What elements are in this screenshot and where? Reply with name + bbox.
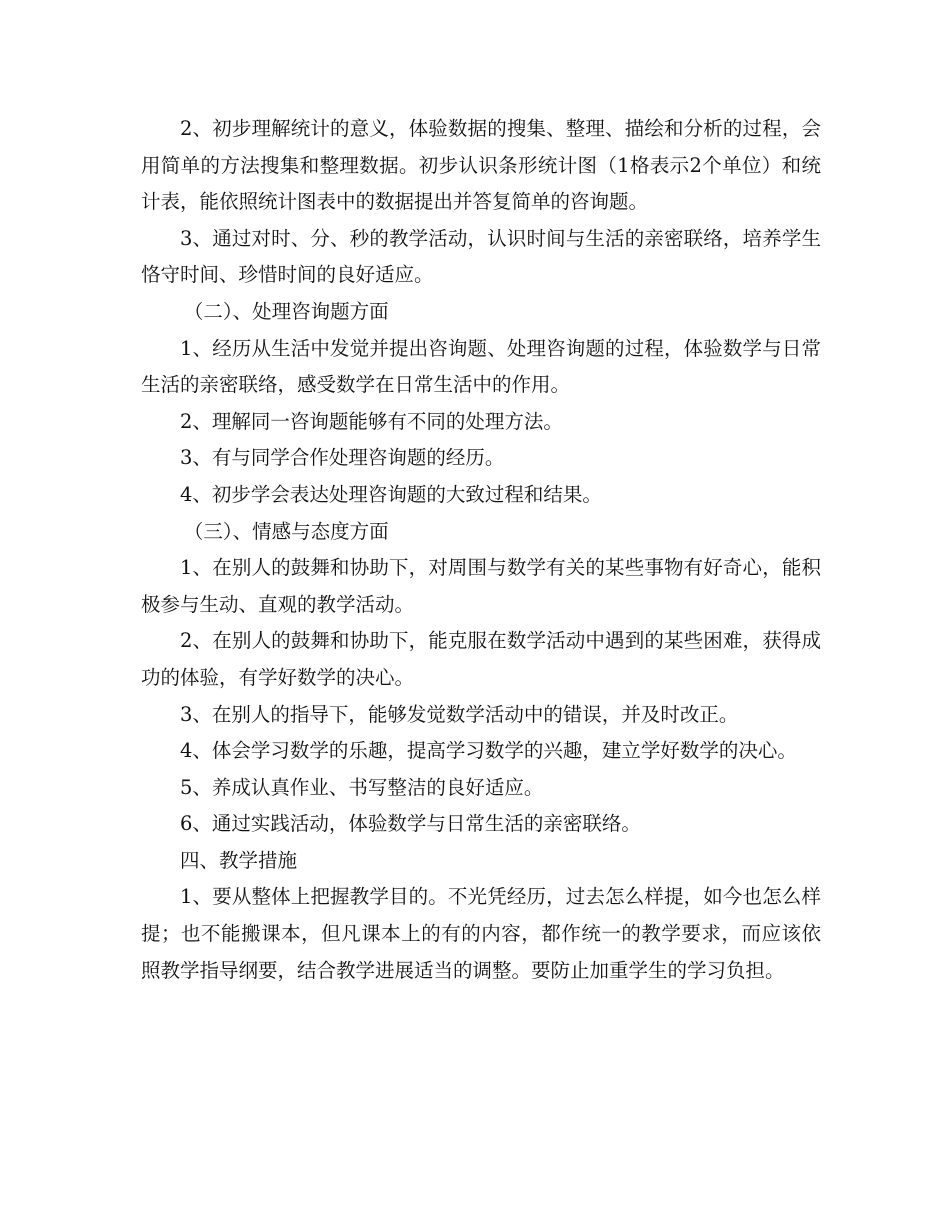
paragraph-teaching-measures-1: 1、要从整体上把握教学目的。不光凭经历，过去怎么样提，如今也怎么样提；也不能搬课本，但凡课本上的有的内容，都作统一的教学要求，而应该依照教学指导纲要，结合教学进展适当的调整。要防止加重学生的学习负担。	[141, 885, 821, 982]
paragraph-attitude-1: 1、在别人的鼓舞和协助下，对周围与数学有关的某些事物有好奇心，能积极参与生动、直观的教学活动。	[141, 556, 821, 616]
document-page	[141, 111, 821, 989]
paragraph-problem-solving-1: 1、经历从生活中发觉并提出咨询题、处理咨询题的过程，体验数学与日常生活的亲密联络，感受数学在日常生活中的作用。	[141, 336, 821, 397]
paragraph-statistics-goal: 2、初步理解统计的意义，体验数据的搜集、整理、描绘和分析的过程，会用简单的方法搜集和整理数据。初步认识条形统计图（1格表示2个单位）和统计表，能依照统计图表中的数据提出并答复简单的咨询题。	[141, 117, 821, 214]
paragraph-time-goal: 3、通过对时、分、秒的教学活动，认识时间与生活的亲密联络，培养学生恪守时间、珍惜时间的良好适应。	[141, 226, 821, 287]
paragraph-attitude-6: 6、通过实践活动，体验数学与日常生活的亲密联络。	[180, 812, 641, 836]
paragraph-attitude-5: 5、养成认真作业、书写整洁的良好适应。	[180, 775, 544, 799]
paragraph-attitude-2: 2、在别人的鼓舞和协助下，能克服在数学活动中遇到的某些困难，获得成功的体验，有学好数学的决心。	[141, 629, 821, 689]
paragraph-problem-solving-4: 4、初步学会表达处理咨询题的大致过程和结果。	[180, 482, 602, 506]
paragraph-attitude-3: 3、在别人的指导下，能够发觉数学活动中的错误，并及时改正。	[180, 702, 739, 726]
paragraph-problem-solving-2: 2、理解同一咨询题能够有不同的处理方法。	[180, 409, 563, 433]
section-heading-attitude: （三）、情感与态度方面	[183, 519, 389, 543]
paragraph-attitude-4: 4、体会学习数学的乐趣，提高学习数学的兴趣，建立学好数学的决心。	[180, 739, 797, 763]
section-heading-problem-solving: （二）、处理咨询题方面	[183, 299, 389, 323]
paragraph-problem-solving-3: 3、有与同学合作处理咨询题的经历。	[180, 446, 505, 470]
section-heading-teaching-measures: 四、教学措施	[180, 848, 298, 872]
